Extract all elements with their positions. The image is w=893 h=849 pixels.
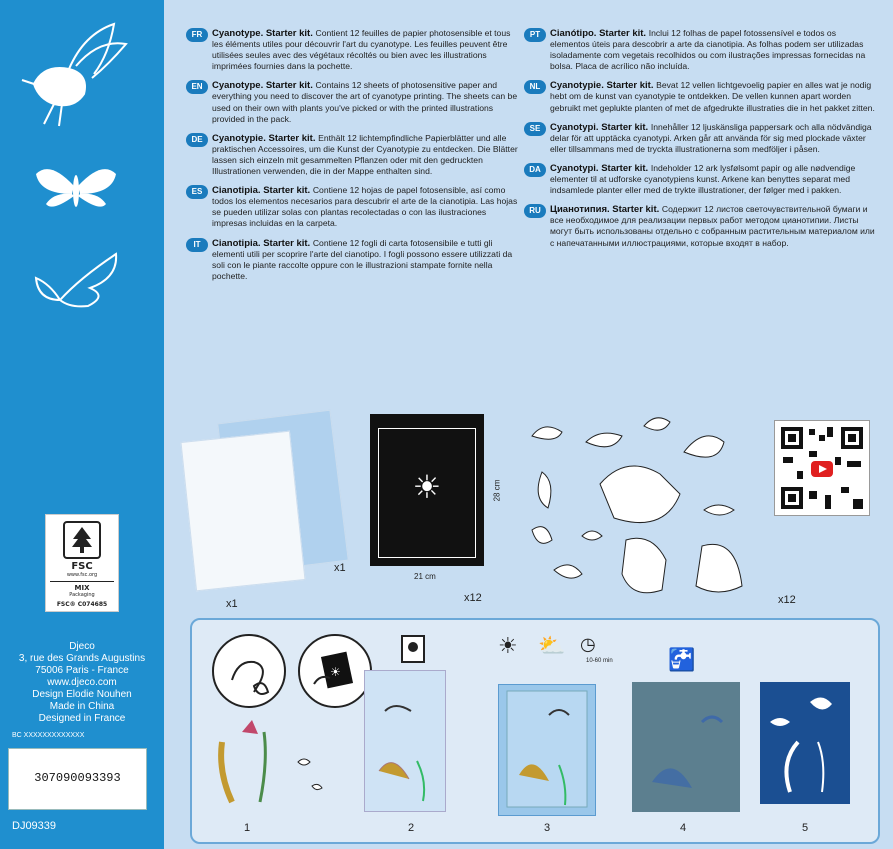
illustration-stickers	[524, 406, 769, 602]
qr-code[interactable]	[774, 420, 870, 516]
bc-label: BC XXXXXXXXXXXXX	[12, 732, 85, 739]
qr-code-pattern	[775, 421, 869, 515]
language-text: Contiene 12 hojas de papel fotosensible, así como todos los elementos necesarios para descubrir el arte de la cianotipia. Las hojas se pueden utilizar solas con plantas recolectadas o con las ilustraciones impresas incluidas en la carpeta.	[212, 185, 518, 229]
left-blue-strip	[0, 0, 164, 849]
address-line: www.djeco.com	[47, 677, 117, 688]
ladybug-sticker	[532, 527, 552, 544]
step-number: 1	[244, 822, 251, 834]
step-5-print	[760, 682, 850, 804]
step-open-pouch-icon	[298, 634, 372, 708]
language-title: Cianotipia. Starter kit.	[212, 185, 313, 197]
step-number: 5	[802, 822, 809, 834]
language-block-en	[186, 80, 520, 124]
qty-stickers: x12	[778, 594, 796, 606]
qty-pouch: x12	[464, 592, 482, 604]
language-block-it	[186, 238, 520, 282]
butterfly-sticker	[582, 531, 602, 540]
butterfly-sticker	[538, 472, 551, 508]
language-title: Cyanotypi. Starter kit.	[550, 121, 651, 133]
step-pick-plants-icon	[212, 634, 286, 708]
address-line: Djeco	[69, 641, 95, 652]
fsc-mix: MIX	[74, 584, 90, 592]
barcode-number: 307090093393	[34, 771, 121, 785]
language-block-de	[186, 133, 520, 177]
language-title: Цианотипия. Starter kit.	[550, 204, 662, 216]
sun-cloud-icon: ⛅	[538, 634, 566, 659]
language-code: NL	[524, 80, 546, 94]
squirrel-sticker	[696, 544, 742, 592]
fsc-url: www.fsc.org	[66, 572, 98, 578]
language-text: Inclui 12 folhas de papel fotossensível e todos os elementos úteis para descobrir a arte da cianotipia. As folhas podem ser utilizadas isoladamente com vegetais recolhidos ou com ilustrações impressas fornecidas na bolsa. Placa de acrílico não incluída.	[550, 28, 866, 72]
photosensitive-paper	[180, 431, 305, 592]
language-code: DA	[524, 163, 546, 177]
address-line: Designed in France	[38, 713, 126, 724]
fsc-packaging: Packaging	[69, 592, 95, 598]
language-block-se	[524, 122, 876, 155]
address-line: Design Elodie Nouhen	[32, 689, 132, 700]
exposure-time: 10-60 min	[586, 658, 613, 664]
language-code: PT	[524, 28, 546, 42]
butterfly-illustration	[30, 248, 122, 310]
pouch	[370, 414, 484, 566]
language-title: Cianotipia. Starter kit.	[212, 237, 313, 249]
fsc-tree-icon	[63, 521, 101, 559]
address-line: 75006 Paris - France	[35, 665, 129, 676]
clock-icon: ◷	[580, 634, 596, 655]
language-text: Enthält 12 lichtempfindliche Papierblätter und alle praktischen Accessoires, um die Kunst der Cyanotypie zu entdecken. Die Blätter lassen sich einzeln mit gesammelten Pflanzen oder mit den gedruckten Illustrationen verwenden, die in der Mappe enthalten sind.	[212, 132, 518, 177]
barcode-box	[8, 748, 147, 810]
language-column-left	[186, 28, 520, 290]
language-block-fr	[186, 28, 520, 72]
qty-paper: x1	[226, 598, 238, 610]
address-line: 3, rue des Grands Augustins	[18, 653, 146, 664]
step-3-exposure	[498, 684, 596, 816]
language-code: ES	[186, 185, 208, 199]
dimension-width: 21 cm	[414, 572, 436, 581]
step-1-plants	[202, 712, 352, 812]
bird-sticker	[684, 436, 724, 457]
step-number: 4	[680, 822, 687, 834]
light-box-icon	[400, 634, 426, 669]
language-code: EN	[186, 80, 208, 94]
instructions-panel	[190, 618, 880, 844]
language-block-es	[186, 185, 520, 229]
sun-icon: ☀	[498, 634, 518, 659]
language-block-pt	[524, 28, 876, 72]
address-line: Made in China	[49, 701, 115, 712]
fsc-code: FSC® C074685	[56, 601, 108, 608]
language-text: Contains 12 sheets of photosensitive paper and everything you need to discover the art of cyanotype printing. The sheets can be used on their own with plants you've picked or with the printed illustrations provided in the pack.	[212, 80, 518, 124]
language-text: Indeholder 12 ark lysfølsomt papir og alle nødvendige elementer til at udforske cyanotypiens kunst. Arkene kan benyttes separat med indsamlede planter eller med de trykte illustrationer, der følger med i pakken.	[550, 162, 856, 196]
company-address	[8, 641, 156, 725]
moth-sticker	[704, 505, 734, 515]
qty-acetate: x1	[334, 562, 346, 574]
language-text: Contiene 12 fogli di carta fotosensibile e tutti gli elementi utili per scoprire l'arte del cianotipo. I fogli possono essere utilizzati da soli con le piante raccolte oppure con le illustrazioni stampate fornite nella pochette.	[212, 237, 513, 281]
language-title: Cyanotypi. Starter kit.	[550, 162, 651, 174]
butterfly-sticker	[644, 418, 670, 430]
language-text: Bevat 12 vellen lichtgevoelig papier en alles wat je nodig hebt om de kunst van cyanotypie te ontdekken. De vellen kunnen apart worden gebruikt met geplukte planten of met de afgedrukte illustraties die in het pakket zitten.	[550, 80, 875, 113]
cat-sticker	[622, 538, 666, 593]
language-title: Cyanotypie. Starter kit.	[212, 132, 319, 144]
language-code: SE	[524, 122, 546, 136]
language-code: RU	[524, 204, 546, 218]
language-code: IT	[186, 238, 208, 252]
fsc-name: FSC	[71, 561, 93, 572]
language-block-nl	[524, 80, 876, 113]
butterfly-sticker	[586, 433, 622, 447]
language-block-ru	[524, 204, 876, 248]
language-column-right	[524, 28, 876, 257]
bird-illustration	[14, 14, 134, 134]
fox-sticker	[600, 466, 680, 523]
dimension-height: 28 cm	[492, 479, 502, 502]
product-ref: DJ09339	[12, 820, 57, 832]
language-block-da	[524, 163, 876, 196]
fsc-logo	[45, 514, 119, 612]
language-title: Cyanotypie. Starter kit.	[550, 80, 657, 92]
faucet-icon: 🚰	[668, 648, 696, 673]
language-title: Cyanotype. Starter kit.	[212, 28, 316, 39]
language-text: Содержит 12 листов светочувствительной бумаги и все необходимое для реализации первых работ методом цианотипии. Листы могут быть использованы отдельно с собранным растительным материалом или с напечатанными иллюстрациями, которые входят в набор.	[550, 204, 875, 248]
step-number: 3	[544, 822, 551, 834]
snail-sticker	[554, 565, 582, 578]
moth-illustration	[30, 160, 122, 222]
language-text: Contient 12 feuilles de papier photosensible et tous les éléments utiles pour découvrir l'art du cyanotype. Les feuilles peuvent être utilisées seules avec des végétaux récoltés ou bien avec les illustrations imprimées fournies dans la pochette.	[212, 28, 511, 72]
sun-icon: ☀	[412, 468, 442, 506]
svg-text:☀: ☀	[330, 665, 341, 679]
language-title: Cianótipo. Starter kit.	[550, 28, 649, 39]
moth-sticker	[532, 427, 562, 439]
language-code: FR	[186, 28, 208, 42]
step-number: 2	[408, 822, 415, 834]
step-4-rinse	[632, 682, 740, 812]
language-title: Cyanotype. Starter kit.	[212, 80, 316, 92]
language-code: DE	[186, 133, 208, 147]
step-2-paper	[364, 670, 446, 812]
language-text: Innehåller 12 ljuskänsliga pappersark och alla nödvändiga delar för att upptäcka cyanotypi. Arken går att använda för sig med plockade växter eller tillsammans med de tryckta illustrationerna som medföljer i påsen.	[550, 121, 872, 154]
